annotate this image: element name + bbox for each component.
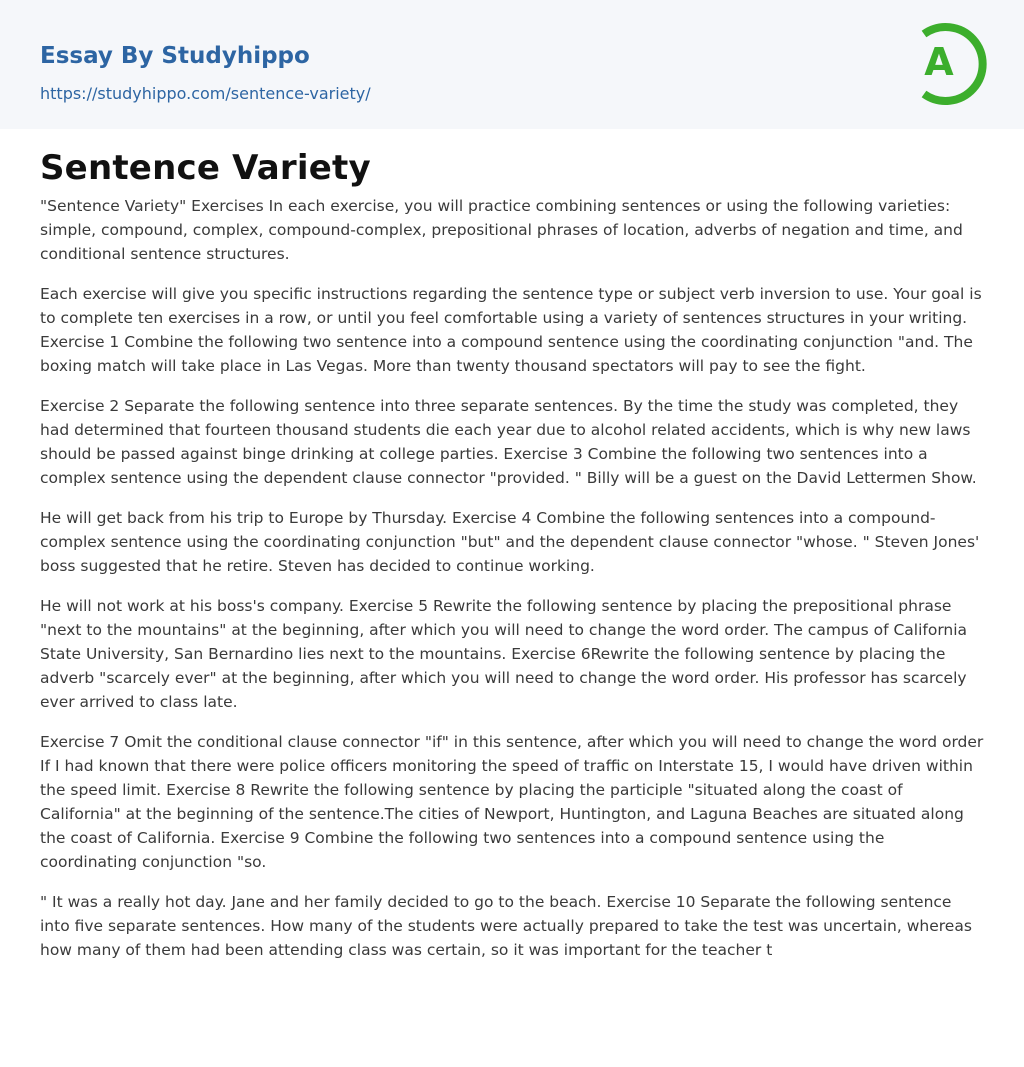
article-paragraph: He will not work at his boss's company. Exercise 5 Rewrite the following sentence by placing the prepositional phrase "next to the mountains" at the beginning, after which you will need to change the word order. The campus of California State University, San Bernardino lies next to the mountains. Exercise 6Rewrite the following sentence by placing the adverb "scarcely ever" at the beginning, after which you will need to change the word order. His professor has scarcely ever arrived to class late.	[40, 597, 968, 711]
page-url-link[interactable]: https://studyhippo.com/sentence-variety/	[40, 84, 371, 103]
article-paragraph: He will get back from his trip to Europe by Thursday. Exercise 4 Combine the following sentences into a compound-complex sentence using the coordinating conjunction "but" and the dependent clause connector "whose. " Steven Jones' boss suggested that he retire. Steven has decided to continue working.	[40, 509, 980, 575]
article-body	[40, 144, 986, 978]
article-paragraph: " It was a really hot day. Jane and her family decided to go to the beach. Exercise 10 Separate the following sentence into five separate sentences. How many of the students were actually prepared to take the test was uncertain, whereas how many of them had been attending class was certain, so it was important for the teacher t	[40, 893, 972, 959]
page-title: Sentence Variety	[40, 148, 371, 188]
site-header	[0, 0, 1024, 129]
article-paragraph: Each exercise will give you specific instructions regarding the sentence type or subject verb inversion to use. Your goal is to complete ten exercises in a row, or until you feel comfortable using a variety of sentences structures in your writing. Exercise 1 Combine the following two sentence into a compound sentence using the coordinating conjunction "and. The boxing match will take place in Las Vegas. More than twenty thousand spectators will pay to see the fight.	[40, 285, 982, 375]
article-paragraph: Exercise 2 Separate the following sentence into three separate sentences. By the time the study was completed, they had determined that fourteen thousand students die each year due to alcohol related accidents, which is why new laws should be passed against binge drinking at college parties. Exercise 3 Combine the following two sentences into a complex sentence using the dependent clause connector "provided. " Billy will be a guest on the David Lettermen Show.	[40, 397, 977, 487]
article-paragraph: Exercise 7 Omit the conditional clause connector "if" in this sentence, after which you will need to change the word order If I had known that there were police officers monitoring the speed of traffic on Interstate 15, I would have driven within the speed limit. Exercise 8 Rewrite the following sentence by placing the participle "situated along the coast of California" at the beginning of the sentence.The cities of Newport, Huntington, and Laguna Beaches are situated along the coast of California. Exercise 9 Combine the following two sentences into a compound sentence using the coordinating conjunction "so.	[40, 733, 984, 871]
site-title[interactable]: Essay By Studyhippo	[40, 43, 310, 69]
studyhippo-logo-icon[interactable]	[912, 18, 988, 106]
logo-letter: A	[924, 40, 954, 84]
article-paragraph: "Sentence Variety" Exercises In each exercise, you will practice combining sentences or using the following varieties: simple, compound, complex, compound-complex, prepositional phrases of location, adverbs of negation and time, and conditional sentence structures.	[40, 197, 963, 263]
